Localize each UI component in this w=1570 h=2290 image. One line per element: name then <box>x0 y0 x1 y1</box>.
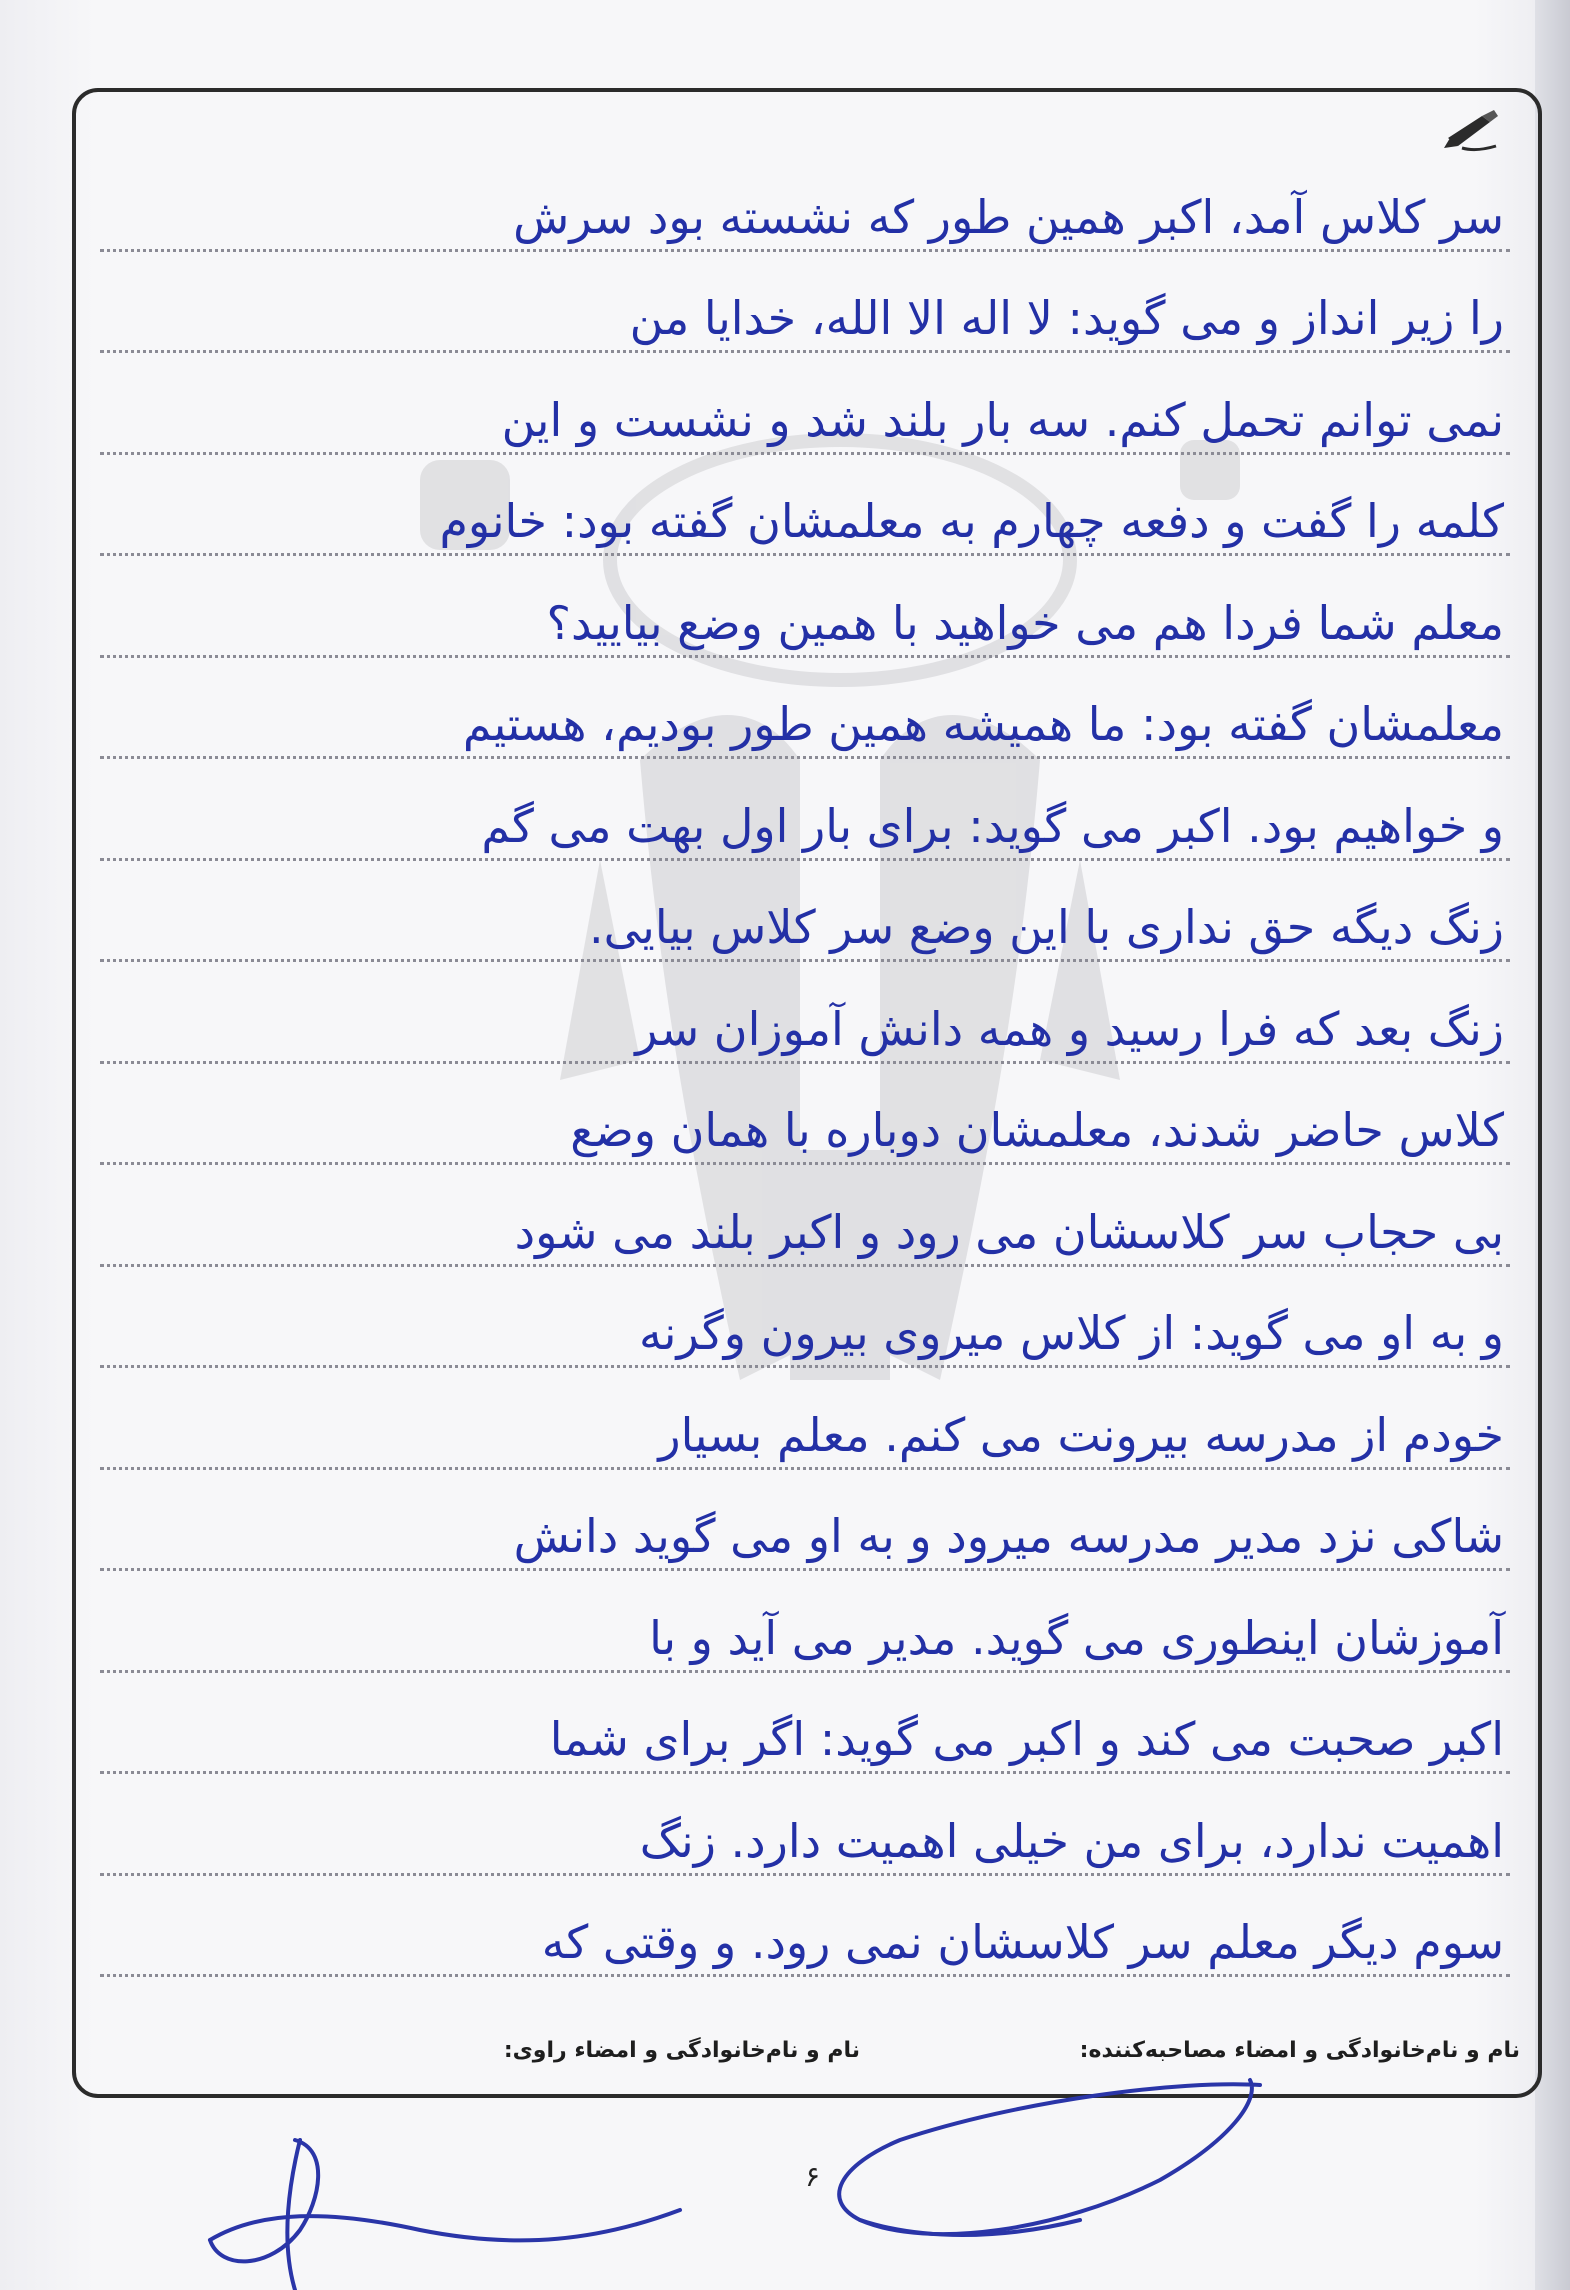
handwritten-line <box>100 1064 1510 1166</box>
handwritten-text: کلمه را گفت و دفعه چهارم به معلمشان گفته بود: خانوم <box>439 494 1504 548</box>
handwritten-text: سر کلاس آمد، اکبر همین طور که نشسته بود سرش <box>513 189 1504 244</box>
handwritten-line <box>100 353 1510 455</box>
narrator-signature-label: نام و نام‌خانوادگی و امضاء راوی: <box>503 2038 860 2063</box>
handwritten-line <box>100 556 1510 658</box>
writing-hand-icon <box>1442 108 1502 152</box>
handwritten-line <box>100 759 1510 861</box>
handwritten-line <box>100 1267 1510 1369</box>
handwritten-line <box>100 1368 1510 1470</box>
handwritten-line <box>100 658 1510 760</box>
handwritten-text: سوم دیگر معلم سر کلاسشان نمی رود. و وقتی که <box>541 1915 1504 1969</box>
handwritten-line <box>100 1876 1510 1978</box>
handwritten-line <box>100 455 1510 557</box>
handwritten-line <box>100 1571 1510 1673</box>
handwritten-text: زنگ بعد که فرا رسید و همه دانش آموزان سر <box>635 1001 1504 1056</box>
handwritten-line <box>100 1165 1510 1267</box>
handwritten-text: بی حجاب سر کلاسشان می رود و اکبر بلند می شود <box>514 1204 1504 1259</box>
signature-footer <box>100 2030 1520 2078</box>
handwritten-text: معلمشان گفته بود: ما همیشه همین طور بودیم، هستیم <box>462 697 1504 751</box>
handwritten-text: کلاس حاضر شدند، معلمشان دوباره با همان وضع <box>570 1103 1504 1157</box>
handwritten-line <box>100 962 1510 1064</box>
handwritten-lines <box>100 150 1510 1977</box>
handwritten-text: خودم از مدرسه بیرونت می کنم. معلم بسیار <box>658 1407 1504 1462</box>
handwritten-text: اهمیت ندارد، برای من خیلی اهمیت دارد. زنگ <box>639 1813 1504 1868</box>
handwritten-line <box>100 861 1510 963</box>
handwritten-text: معلم شما فردا هم می خواهید با همین وضع بیایید؟ <box>546 595 1504 650</box>
handwritten-text: اکبر صحبت می کند و اکبر می گوید: اگر برای شما <box>549 1712 1504 1766</box>
handwritten-text: نمی توانم تحمل کنم. سه بار بلند شد و نشست و این <box>501 392 1504 447</box>
handwritten-line <box>100 1673 1510 1775</box>
handwritten-text: شاکی نزد مدیر مدرسه میرود و به او می گوید دانش <box>513 1509 1504 1563</box>
handwritten-line <box>100 1470 1510 1572</box>
handwritten-text: آموزشان اینطوری می گوید. مدیر می آید و با <box>649 1610 1504 1665</box>
handwritten-line <box>100 1774 1510 1876</box>
handwritten-text: را زیر انداز و می گوید: لا اله الا الله، خدایا من <box>629 291 1504 345</box>
handwritten-line <box>100 252 1510 354</box>
handwritten-text: زنگ دیگه حق نداری با این وضع سر کلاس بیایی. <box>589 900 1504 954</box>
interviewer-signature-label: نام و نام‌خانوادگی و امضاء مصاحبه‌کننده: <box>1079 2038 1520 2063</box>
handwritten-line <box>100 150 1510 252</box>
handwritten-text: و خواهیم بود. اکبر می گوید: برای بار اول بهت می گم <box>481 798 1504 853</box>
handwritten-text: و به او می گوید: از کلاس میروی بیرون وگرنه <box>639 1306 1504 1360</box>
page-number: ۶ <box>805 2160 821 2193</box>
